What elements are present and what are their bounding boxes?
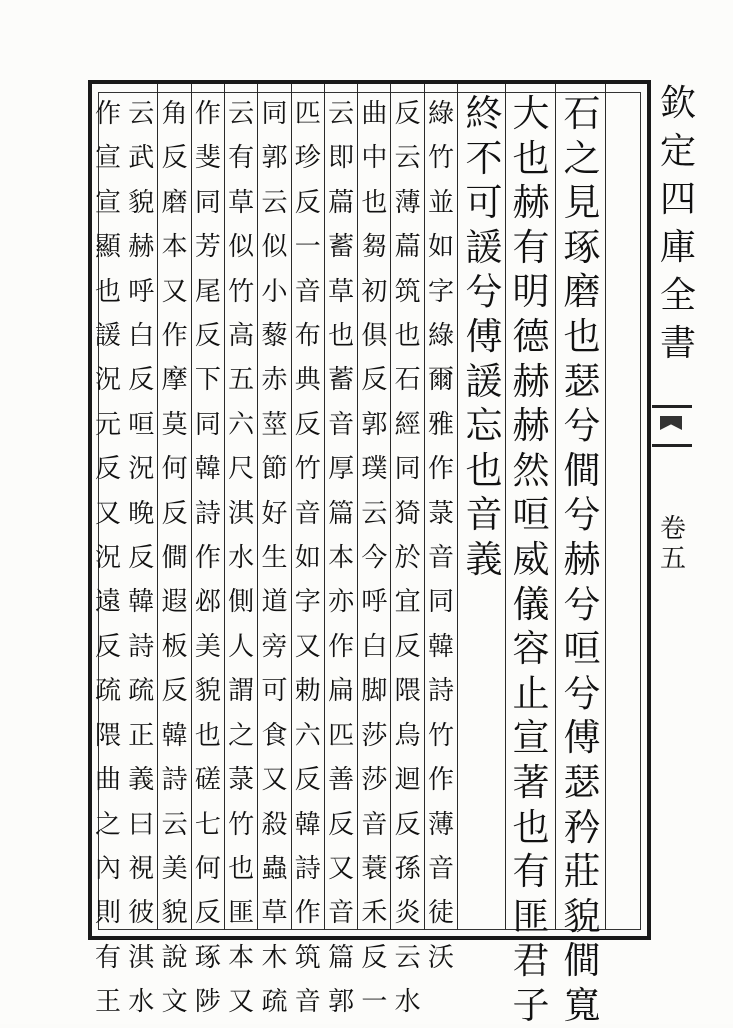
text-column: 角 反 磨 本 又 作 摩 莫 何 反 僴 遐 板 反 韓 詩 云 美 貌 說 文 (161, 99, 188, 1018)
column-rule (291, 84, 292, 930)
column-rule (224, 84, 225, 930)
text-column: 同 郭 云 似 小 藜 赤 莖 節 好 生 道 旁 可 食 又 殺 蟲 草 木 疏 (261, 99, 288, 1018)
column-rule (257, 84, 258, 930)
text-column: 云 武 貌 赫 呼 白 反 咺 況 晚 反 韓 詩 疏 正 義 曰 視 彼 淇 水 (128, 99, 155, 1018)
text-column: 反 云 薄 萹 筑 也 石 經 同 猗 於 宜 反 隈 烏 迴 反 孫 炎 云 水 (394, 99, 421, 1018)
column-rule (555, 84, 556, 930)
text-column: 云 有 草 似 竹 高 五 六 尺 淇 水 側 人 謂 之 菉 竹 也 匪 本 又 (228, 99, 255, 1018)
collection-title: 欽 定 四 庫 全 書 (659, 83, 696, 364)
text-column: 作 宣 宣 顯 也 諼 況 元 反 又 況 遠 反 疏 隈 曲 之 內 則 有 王 (94, 99, 121, 1018)
column-rule (357, 84, 358, 930)
text-column: 曲 中 也 芻 初 俱 反 郭 璞 云 今 呼 白 脚 莎 莎 音 蓑 禾 反 一 (361, 99, 388, 1018)
text-column: 終 不 可 諼 兮 傅 諼 忘 也 音 義 (465, 92, 503, 581)
column-rule (424, 84, 425, 930)
text-column: 作 斐 同 芳 尾 反 下 同 韓 詩 作 邲 美 貌 也 磋 七 何 反 琢 陟 (194, 99, 221, 1018)
column-rule (605, 84, 606, 930)
column-rule (390, 84, 391, 930)
text-column: 云 即 萹 蓄 草 也 蓄 音 厚 篇 本 亦 作 扁 匹 善 反 又 音 篇 郭 (328, 99, 355, 1018)
volume-label: 卷 五 (659, 514, 686, 574)
column-rule (324, 84, 325, 930)
text-column: 匹 珍 反 一 音 布 典 反 竹 音 如 字 又 勅 六 反 韓 詩 作 筑 音 (294, 99, 321, 1018)
fishtail-mark (652, 405, 692, 447)
column-rule (191, 84, 192, 930)
text-column: 石 之 見 琢 磨 也 瑟 兮 僴 兮 赫 兮 咺 兮 傅 瑟 矜 莊 貌 僴 寬 (563, 92, 601, 1027)
column-rule (157, 84, 158, 930)
text-column: 綠 竹 並 如 字 綠 爾 雅 作 菉 音 同 韓 詩 竹 作 薄 音 徒 沃 (427, 99, 454, 973)
page-margin (652, 80, 696, 940)
column-rule (457, 84, 458, 930)
text-column: 大 也 赫 有 明 德 赫 赫 然 咺 威 儀 容 止 宣 著 也 有 匪 君 子 (512, 92, 550, 1027)
